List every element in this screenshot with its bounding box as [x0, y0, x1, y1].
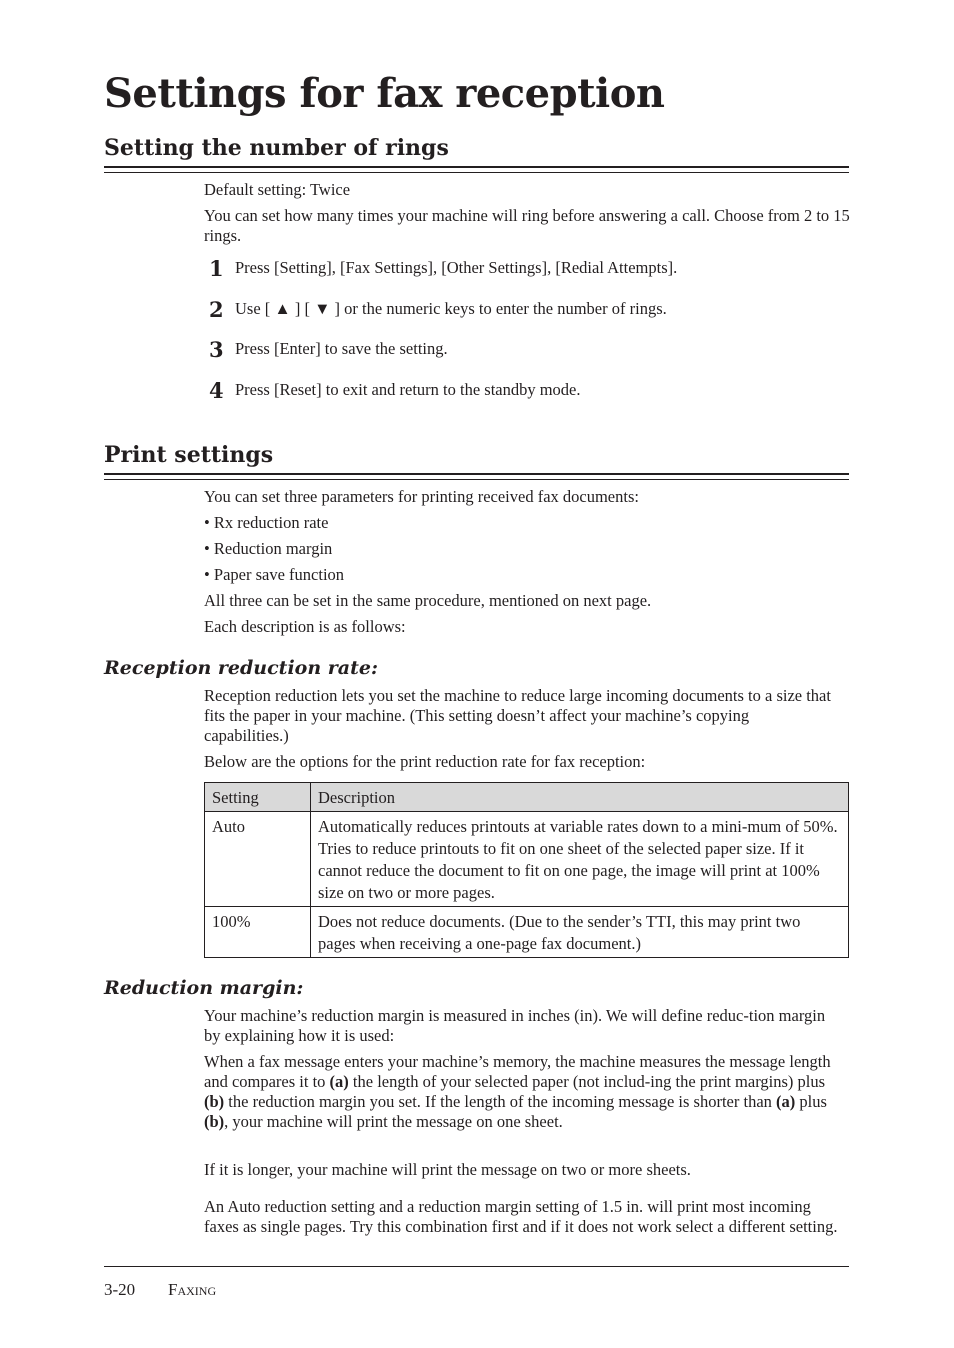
step-text: Use [ ▲ ] [ ▼ ] or the numeric keys to enter the number of rings.: [235, 299, 667, 318]
reception-rate-p2: Below are the options for the print reduction rate for fax reception:: [204, 752, 646, 771]
step-number: 1: [209, 256, 224, 281]
text-run: the length of your selected paper (not includ-ing the print margins) plus: [348, 1072, 826, 1091]
bold-run: (b): [204, 1112, 225, 1131]
default-setting-text: Default setting: Twice: [204, 180, 351, 199]
table-cell-description: Automatically reduces printouts at variable rates down to a mini-mum of 50%. Tries to reduce printouts to fit on one sheet of the selected paper size. If it cannot reduce the document to fit on one page, the image will print at 100% size on two or more pages.: [311, 812, 849, 907]
bold-run: (a): [329, 1072, 349, 1091]
step-text: Press [Reset] to exit and return to the standby mode.: [235, 380, 581, 399]
print-intro: You can set three parameters for printing received fax documents:: [204, 487, 639, 506]
text-run: When a fax message enters your machine’s memory, the machine measures the message length and compares it to: [204, 1052, 831, 1091]
reduction-margin-p3: If it is longer, your machine will print the message on two or more sheets.: [204, 1160, 691, 1179]
heading-rule-bottom: [104, 172, 849, 173]
reduction-margin-p1: Your machine’s reduction margin is measured in inches (in). We will define reduc-tion margin by explaining how it is used:: [204, 1006, 826, 1045]
heading-reduction-margin: Reduction margin:: [104, 977, 304, 999]
table-cell-setting: Auto: [205, 812, 311, 907]
page-number: 3-20: [104, 1280, 136, 1299]
table-header-row: [205, 783, 849, 812]
page-title: Settings for fax reception: [104, 70, 665, 117]
bullet-item: • Rx reduction rate: [204, 513, 329, 532]
reduction-margin-p4: An Auto reduction setting and a reduction margin setting of 1.5 in. will print most incoming faxes as single pages. Try this combination first and if it does not work select a different setting.: [204, 1197, 838, 1236]
reduction-margin-p2: [204, 1052, 849, 1132]
text-run: the reduction margin you set. If the length of the incoming message is shorter than: [224, 1092, 777, 1111]
table-header-cell: Description: [311, 783, 849, 812]
step-text: Press [Enter] to save the setting.: [235, 339, 448, 358]
step-number: 2: [209, 297, 224, 322]
footer-rule: [104, 1266, 849, 1267]
rings-default: [204, 180, 849, 200]
heading-rule-top: [104, 473, 849, 475]
rings-intro-text: You can set how many times your machine will ring before answering a call. Choose from 2 to 15 rings.: [204, 206, 850, 245]
footer-section-name: Faxing: [168, 1280, 217, 1299]
bullet-item: • Reduction margin: [204, 539, 333, 558]
table-row: [205, 907, 849, 958]
heading-rule-bottom: [104, 479, 849, 480]
step-number: 3: [209, 337, 224, 362]
rings-intro: [204, 206, 854, 246]
heading-rule-top: [104, 166, 849, 168]
step-text: Press [Setting], [Fax Settings], [Other Settings], [Redial Attempts].: [235, 258, 678, 277]
bold-run: (b): [204, 1092, 225, 1111]
reduction-rate-table: [204, 782, 849, 958]
table-cell-description: Does not reduce documents. (Due to the sender’s TTI, this may print two pages when receiving a one-page fax document.): [311, 907, 849, 958]
table-row: [205, 812, 849, 907]
reception-rate-p1: Reception reduction lets you set the machine to reduce large incoming documents to a size that fits the paper in your machine. (This setting doesn’t affect your machine’s copying capabilities.): [204, 686, 831, 745]
text-run: , your machine will print the message on one sheet.: [224, 1112, 563, 1131]
bullet-item: • Paper save function: [204, 565, 345, 584]
table-cell-setting: 100%: [205, 907, 311, 958]
heading-number-of-rings: Setting the number of rings: [104, 135, 449, 161]
table-header-cell: Setting: [205, 783, 311, 812]
step-number: 4: [209, 378, 224, 403]
print-each: Each description is as follows:: [204, 617, 406, 636]
bold-run: (a): [776, 1092, 796, 1111]
print-all-three: All three can be set in the same procedure, mentioned on next page.: [204, 591, 652, 610]
text-run: plus: [795, 1092, 827, 1111]
heading-print-settings: Print settings: [104, 442, 274, 468]
heading-reception-reduction-rate: Reception reduction rate:: [104, 657, 378, 679]
